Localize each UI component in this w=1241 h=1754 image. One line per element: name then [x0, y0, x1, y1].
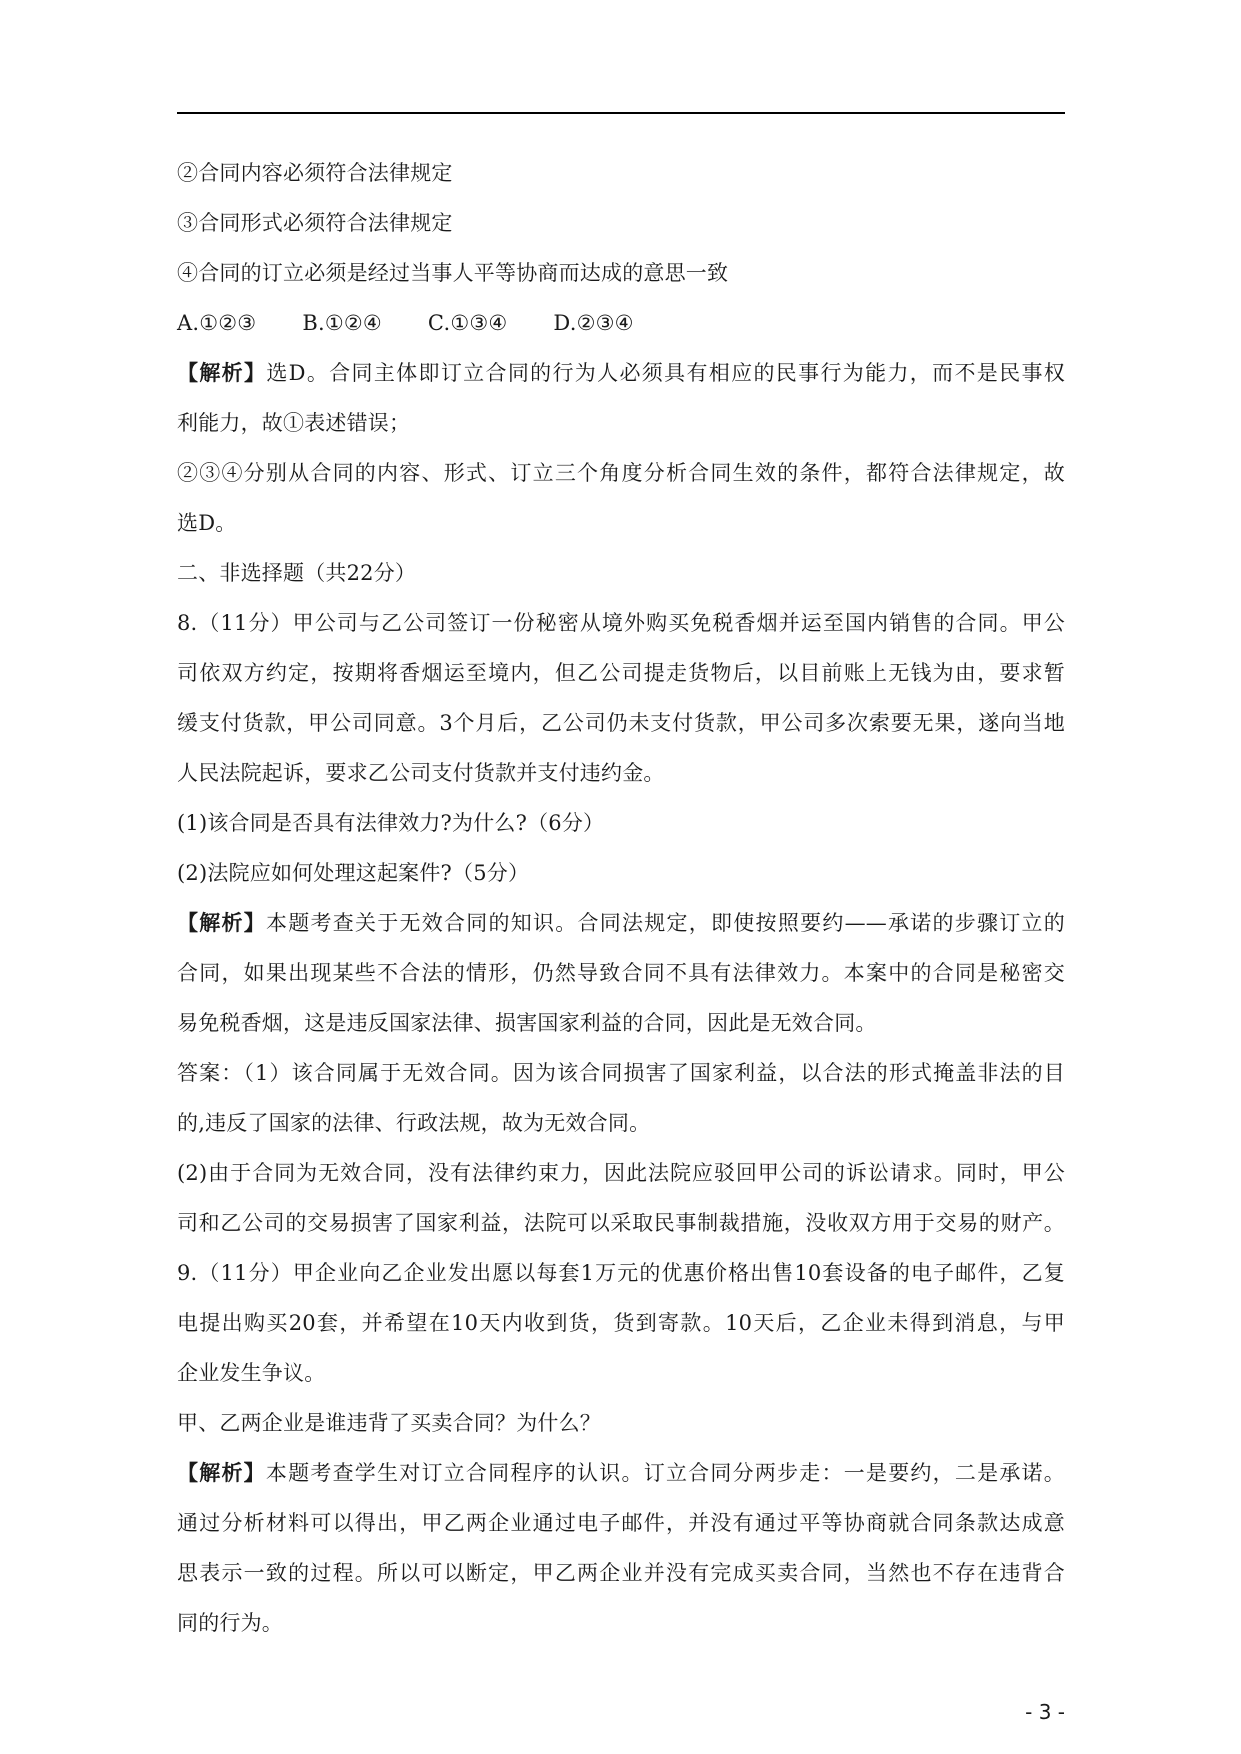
- text-line: 企业发生争议。: [177, 1361, 326, 1385]
- text-line: 合同，如果出现某些不合法的情形，仍然导致合同不具有法律效力。本案中的合同是秘密交: [177, 961, 1065, 985]
- question-8: 8.（11分）甲公司与乙公司签订一份秘密从境外购买免税香烟并运至国内销售的合同。甲公: [177, 611, 1065, 635]
- header-rule: [177, 112, 1065, 114]
- text-line: 通过分析材料可以得出，甲乙两企业通过电子邮件，并没有通过平等协商就合同条款达成意: [177, 1511, 1065, 1535]
- text-line: 人民法院起诉，要求乙公司支付货款并支付违约金。: [177, 761, 665, 785]
- analysis-line: [177, 905, 1065, 955]
- analysis-text: 本题考查学生对订立合同程序的认识。订立合同分两步走：一是要约，二是承诺。: [265, 1461, 1065, 1485]
- page-content: [177, 155, 1065, 1655]
- question-9: 9.（11分）甲企业向乙企业发出愿以每套1万元的优惠价格出售10套设备的电子邮件，乙复: [177, 1261, 1065, 1285]
- text-line: 选D。: [177, 511, 237, 535]
- text-line: (2)由于合同为无效合同，没有法律约束力，因此法院应驳回甲公司的诉讼请求。同时，甲公: [177, 1161, 1065, 1185]
- text-line: 思表示一致的过程。所以可以断定，甲乙两企业并没有完成买卖合同，当然也不存在违背合: [177, 1561, 1065, 1585]
- text-line: 易免税香烟，这是违反国家法律、损害国家利益的合同，因此是无效合同。: [177, 1011, 877, 1035]
- text-line: ②③④分别从合同的内容、形式、订立三个角度分析合同生效的条件，都符合法律规定，故: [177, 461, 1065, 485]
- section-heading: 二、非选择题（共22分）: [177, 561, 417, 585]
- text-line: 的,违反了国家的法律、行政法规，故为无效合同。: [177, 1111, 651, 1135]
- text-line: 司和乙公司的交易损害了国家利益，法院可以采取民事制裁措施，没收双方用于交易的财产。: [177, 1211, 1065, 1235]
- option-b: B.①②④: [302, 311, 382, 335]
- option-d: D.②③④: [553, 311, 634, 335]
- analysis-line: [177, 355, 1065, 405]
- analysis-label: 【解析】: [177, 910, 267, 935]
- analysis-text: 本题考查关于无效合同的知识。合同法规定，即使按照要约——承诺的步骤订立的: [266, 911, 1065, 935]
- option-a: A.①②③: [177, 311, 257, 335]
- text-line: 电提出购买20套，并希望在10天内收到货，货到寄款。10天后，乙企业未得到消息，与甲: [177, 1311, 1065, 1335]
- option-c: C.①③④: [427, 311, 508, 335]
- analysis-text: 选D。合同主体即订立合同的行为人必须具有相应的民事行为能力，而不是民事权: [266, 361, 1065, 385]
- text-line: ②合同内容必须符合法律规定: [177, 161, 453, 185]
- text-line: 利能力，故①表述错误；: [177, 411, 411, 435]
- text-line: 缓支付货款，甲公司同意。3个月后，乙公司仍未支付货款，甲公司多次索要无果，遂向当地: [177, 711, 1065, 735]
- sub-question-1: (1)该合同是否具有法律效力?为什么?（6分）: [177, 811, 605, 835]
- answer-options: [177, 305, 1065, 355]
- text-line: 同的行为。: [177, 1611, 283, 1635]
- sub-question-2: (2)法院应如何处理这起案件?（5分）: [177, 861, 530, 885]
- analysis-label: 【解析】: [177, 1460, 266, 1485]
- analysis-line: [177, 1455, 1065, 1505]
- text-line: ④合同的订立必须是经过当事人平等协商而达成的意思一致: [177, 261, 729, 285]
- answer-line: 答案：（1）该合同属于无效合同。因为该合同损害了国家利益，以合法的形式掩盖非法的目: [177, 1061, 1065, 1085]
- analysis-label: 【解析】: [177, 360, 267, 385]
- page-number: - 3 -: [1025, 1700, 1065, 1724]
- question-prompt: 甲、乙两企业是谁违背了买卖合同？为什么？: [177, 1411, 601, 1435]
- text-line: 司依双方约定，按期将香烟运至境内，但乙公司提走货物后，以目前账上无钱为由，要求暂: [177, 661, 1065, 685]
- text-line: ③合同形式必须符合法律规定: [177, 211, 453, 235]
